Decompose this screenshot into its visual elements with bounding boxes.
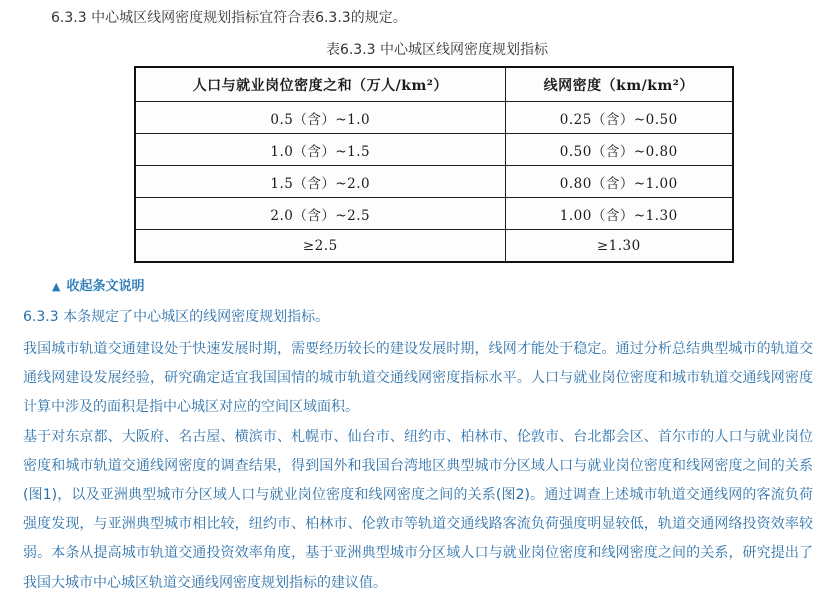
triangle-up-icon: ▲ [52,280,61,293]
clause-text: 6.3.3 中心城区线网密度规划指标宜符合表6.3.3的规定。 [51,10,407,26]
explanation-paragraph: 我国城市轨道交通建设处于快速发展时期，需要经历较长的建设发展时期，线网才能处于稳定。通过分析总结典型城市的轨道交通线网建设发展经验，研究确定适宜我国国情的城市轨道交通线网密度指标水平。人口与就业岗位密度和城市轨道交通线网密度计算中涉及的面积是指中心城区对应的空间区域面积。 [23,341,813,416]
table-row [135,230,733,263]
cell-network-density: 1.00（含）~1.30 [505,198,733,230]
cell-population-density: ≥2.5 [135,230,505,263]
cell-network-density: 0.25（含）~0.50 [505,102,733,134]
table-row [135,102,733,134]
table-header-row [135,67,733,102]
table-row [135,198,733,230]
cell-population-density: 1.0（含）~1.5 [135,134,505,166]
cell-population-density: 0.5（含）~1.0 [135,102,505,134]
cell-population-density: 1.5（含）~2.0 [135,166,505,198]
collapse-explanation-button[interactable] [52,277,144,297]
cell-population-density: 2.0（含）~2.5 [135,198,505,230]
cell-network-density: ≥1.30 [505,230,733,263]
explanation-heading: 6.3.3 本条规定了中心城区的线网密度规划指标。 [23,309,330,325]
table-row [135,134,733,166]
density-table-image [134,66,734,262]
cell-network-density: 0.50（含）~0.80 [505,134,733,166]
collapse-explanation-label: 收起条文说明 [66,279,145,294]
density-table [134,66,734,263]
cell-network-density: 0.80（含）~1.00 [505,166,733,198]
explanation-paragraph: 基于对东京都、大阪府、名古屋、横滨市、札幌市、仙台市、纽约市、柏林市、伦敦市、台北都会区、首尔市的人口与就业岗位密度和城市轨道交通线网密度的调查结果，得到国外和我国台湾地区典型城市分区域人口与就业岗位密度和线网密度之间的关系(图1)，以及亚洲典型城市分区域人口与就业岗位密度和线网密度之间的关系(图2)。通过调查上述城市轨道交通线网的客流负荷强度发现，与亚洲典型城市相比较，纽约市、柏林市、伦敦市等轨道交通线路客流负荷强度明显较低，轨道交通网络投资效率较弱。本条从提高城市轨道交通投资效率角度，基于亚洲典型城市分区域人口与就业岗位密度和线网密度之间的关系，研究提出了我国大城市中心城区轨道交通线网密度规划指标的建议值。 [23,428,813,591]
table-caption: 表6.3.3 中心城区线网密度规划指标 [325,42,549,58]
header-network-density: 线网密度（km/km²） [505,67,733,102]
header-population-density: 人口与就业岗位密度之和（万人/km²） [135,67,505,102]
table-row [135,166,733,198]
explanation-body [23,335,813,598]
